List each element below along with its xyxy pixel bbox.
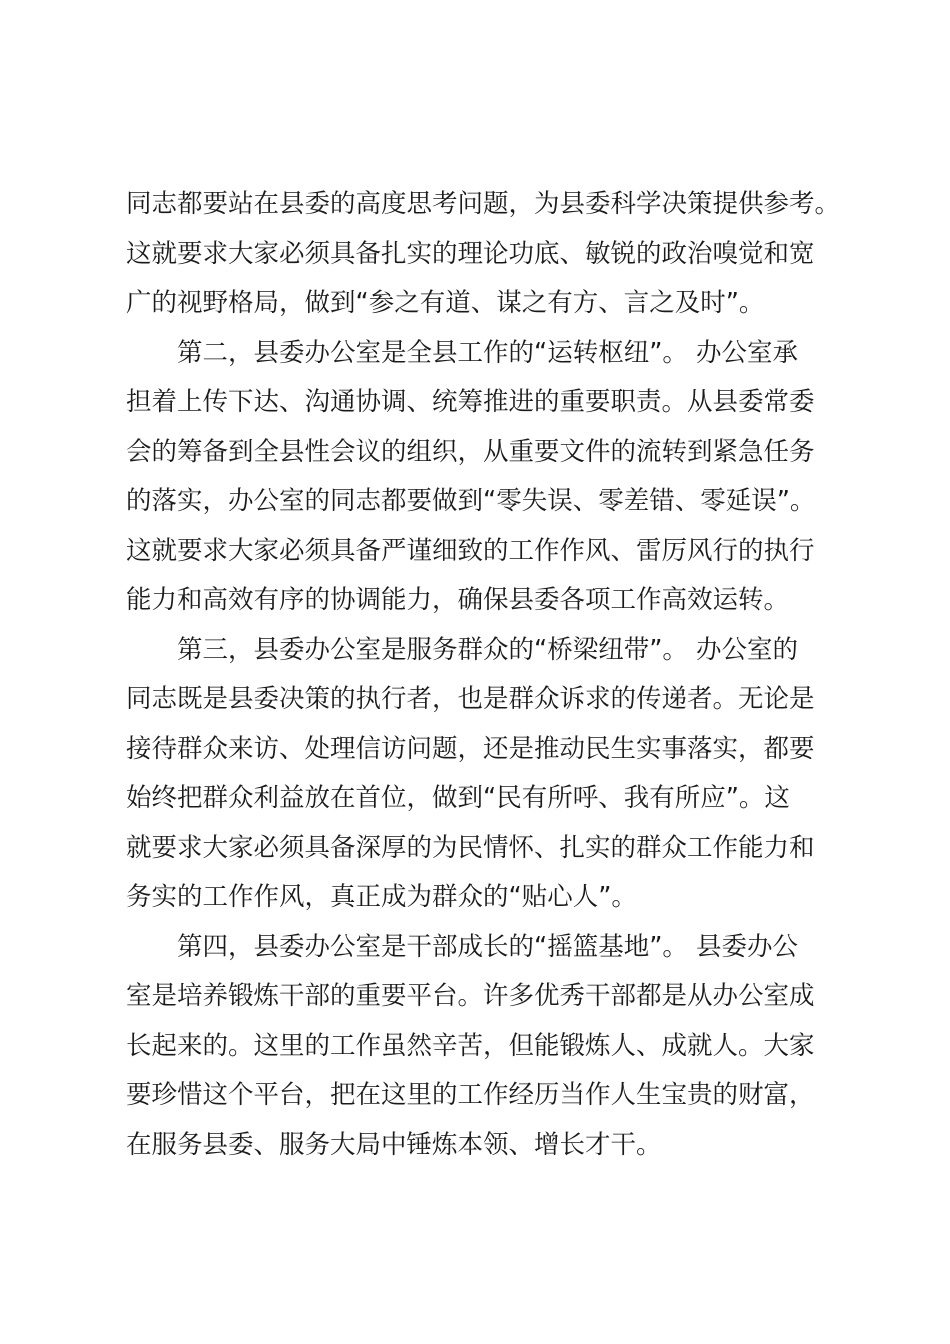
text-line: 这就要求大家必须具备严谨细致的工作作风、雷厉风行的执行 — [126, 535, 815, 566]
text-line: 同志既是县委决策的执行者，也是群众诉求的传递者。无论是 — [126, 684, 815, 714]
text-line: 始终把群众利益放在首位，做到“民有所呼、我有所应”。这 — [126, 783, 790, 813]
text-line: 能力和高效有序的协调能力，确保县委各项工作高效运转。 — [126, 585, 790, 615]
text-line: 就要求大家必须具备深厚的为民情怀、扎实的群众工作能力和 — [126, 832, 815, 863]
document-body — [126, 180, 841, 1170]
text-line: 的落实，办公室的同志都要做到“零失误、零差错、零延误”。 — [126, 486, 816, 516]
text-line: 在服务县委、服务大局中锤炼本领、增长才干。 — [126, 1129, 662, 1160]
text-line: 同志都要站在县委的高度思考问题，为县委科学决策提供参考。 — [126, 189, 841, 219]
paragraph-start-line: 第四，县委办公室是干部成长的“摇篮基地”。 县委办公 — [177, 931, 799, 962]
paragraph-start-line: 第二，县委办公室是全县工作的“运转枢纽”。 办公室承 — [177, 337, 799, 368]
text-line: 担着上传下达、沟通协调、统筹推进的重要职责。从县委常委 — [126, 387, 815, 417]
text-line: 广的视野格局，做到“参之有道、谋之有方、言之及时”。 — [126, 288, 765, 318]
text-line: 务实的工作作风，真正成为群众的“贴心人”。 — [126, 882, 637, 912]
text-line: 会的筹备到全县性会议的组织，从重要文件的流转到紧急任务 — [126, 436, 815, 467]
text-line: 长起来的。这里的工作虽然辛苦，但能锻炼人、成就人。大家 — [126, 1030, 815, 1061]
text-line: 接待群众来访、处理信访问题，还是推动民生实事落实，都要 — [126, 733, 815, 764]
text-line: 要珍惜这个平台，把在这里的工作经历当作人生宝贵的财富， — [126, 1080, 815, 1110]
text-line: 这就要求大家必须具备扎实的理论功底、敏锐的政治嗅觉和宽 — [126, 238, 815, 269]
paragraph-start-line: 第三，县委办公室是服务群众的“桥梁纽带”。 办公室的 — [177, 634, 799, 665]
text-line: 室是培养锻炼干部的重要平台。许多优秀干部都是从办公室成 — [126, 981, 815, 1011]
